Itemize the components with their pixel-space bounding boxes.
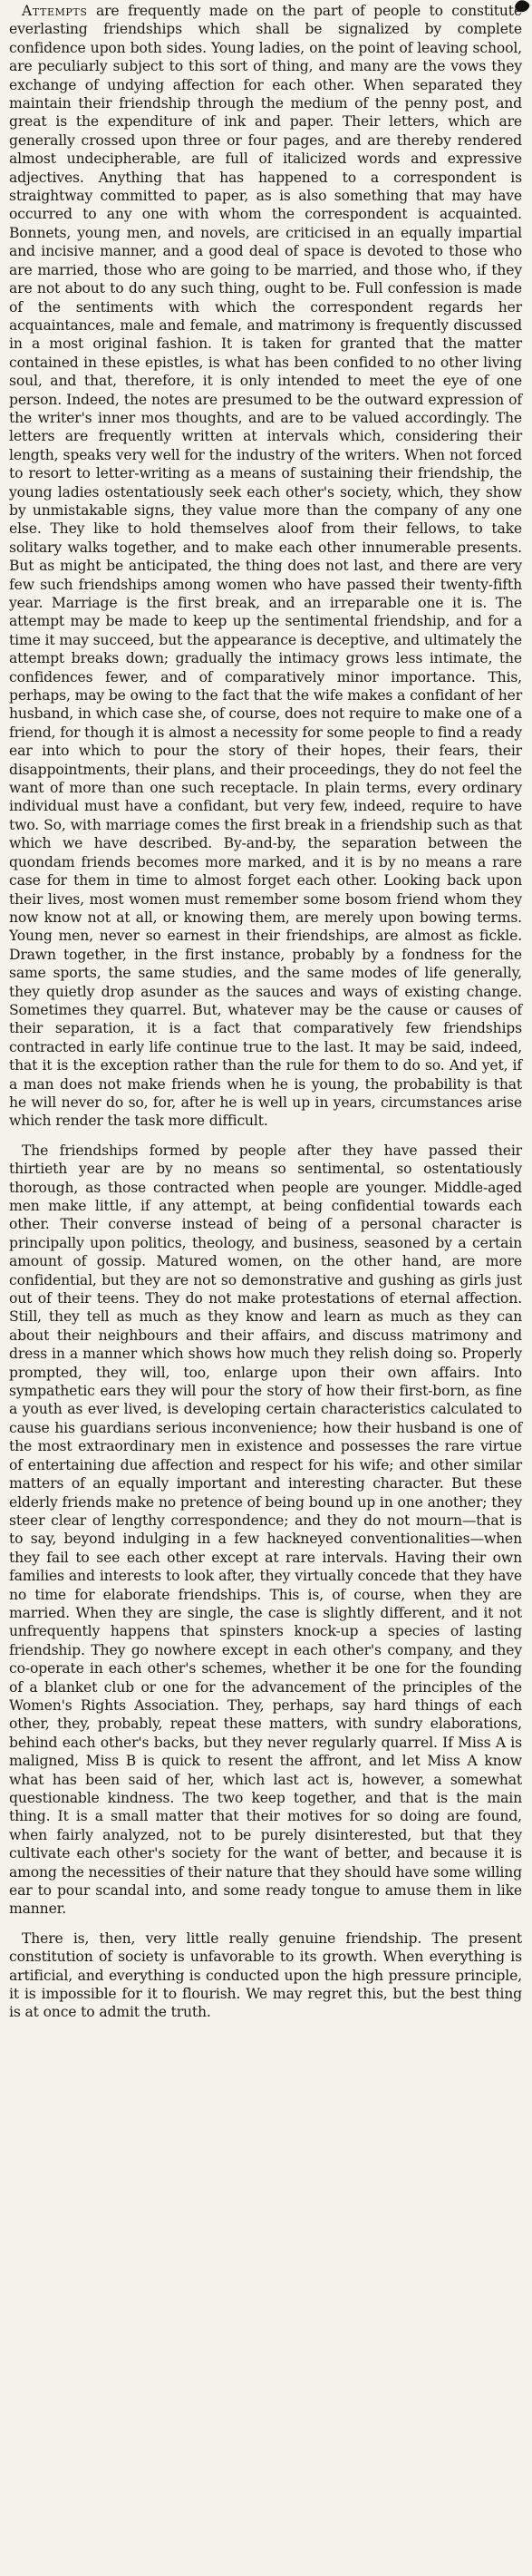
article-paragraph-2 (9, 1142, 522, 1919)
article-column (9, 2, 522, 2022)
paragraph-text: There is, then, very little really genuine friendship. The present constitution of society is unfavorable to its growth. When everything is artificial, and everything is conducted upon the high pressure principle, it is impossible for it to flourish. We may regret this, but the best thing is at once to admit the truth. (9, 1930, 522, 2021)
article-paragraph-1 (9, 2, 522, 1131)
paragraph-text: are frequently made on the part of people to constitute everlasting friendships which shall be signalized by complete confidence upon both sides. Young ladies, on the point of leaving school, are peculiarly subject to this sort of thing, and many are the vows they exchange of undying affection for each other. When separated they maintain their friendship through the medium of the penny post, and great is the expenditure of ink and paper. Their letters, which are generally crossed upon three or four pages, and are thereby rendered almost undecipherable, are full of italicized words and expressive adjectives. Anything that has happened to a correspondent is straightway committed to paper, as is also something that may have occurred to any one with whom the correspondent is acquainted. Bonnets, young men, and novels, are criticised in an equally impartial and incisive manner, and a good deal of space is devoted to those who are married, those who are going to be married, and those who, if they are not about to do any such thing, ought to be. Full confession is made of the sentiments with which the correspondent regards her acquaintances, male and female, and matrimony is frequently discussed in a most original fashion. It is taken for granted that the matter contained in these epistles, is what has been confided to no other living soul, and that, therefore, it is only intended to meet the eye of one person. Indeed, the notes are presumed to be the outward expression of the writer's inner mos thoughts, and are to be valued accordingly. The letters are frequently written at intervals which, considering their length, speaks very well for the industry of the writers. When not forced to resort to letter-writing as a means of sustaining their friendship, the young ladies ostentatiously seek each other's society, which, they show by unmistakable signs, they value more than the company of any one else. They like to hold themselves aloof from their fellows, to take solitary walks together, and to make each other innumerable presents. But as might be anticipated, the thing does not last, and there are very few such friendships among women who have passed their twenty-fifth year. Marriage is the first break, and an irreparable one it is. The attempt may be made to keep up the sentimental friendship, and for a time it may succeed, but the appearance is deceptive, and ultimately the attempt breaks down; gradually the intimacy grows less intimate, the confidences fewer, and of comparatively minor importance. This, perhaps, may be owing to the fact that the wife makes a confidant of her husband, in which case she, of course, does not require to make one of a friend, for though it is almost a necessity for some people to find a ready ear into which to pour the story of their hopes, their fears, their disappointments, their plans, and their proceedings, they do not feel the want of more than one such receptacle. In plain terms, every ordinary individual must have a confidant, but very few, indeed, require to have two. So, with marriage comes the first break in a friendship such as that which we have described. By-and-by, the separation between the quondam friends becomes more marked, and it is by no means a rare case for them in time to almost forget each other. Looking back upon their lives, most women must remember some bosom friend whom they now know not at all, or knowing them, are merely upon bowing terms. Young men, never so earnest in their friendships, are almost as fickle. Drawn together, in the first instance, probably by a fondness for the same sports, the same studies, and the same modes of life generally, they quietly drop asunder as the sauces and ways of existing change. Sometimes they quarrel. But, whatever may be the cause or causes of their separation, it is a fact that comparatively few friendships contracted in early life continue true to the last. It may be said, indeed, that it is the exception rather than the rule for them to do so. And yet, if a man does not make friends when he is young, the probability is that he will never do so, for, after he is well up in years, circumstances arise which render the task more difficult. (9, 3, 522, 1130)
paragraph-text: The friendships formed by people after they have passed their thirtieth year are by no means so sentimental, so ostentatiously thorough, as those contracted when people are younger. Middle-aged men make little, if any attempt, at being confidential towards each other. Their converse instead of being of a personal character is principally upon politics, theology, and business, seasoned by a certain amount of gossip. Matured women, on the other hand, are more confidential, but they are not so demonstrative and gushing as girls just out of their teens. They do not make protestations of eternal affection. Still, they tell as much as they know and learn as much as they can about their neighbours and their affairs, and discuss matrimony and dress in a manner which shows how much they relish doing so. Properly prompted, they will, too, enlarge upon their own affairs. Into sympathetic ears they will pour the story of how their first-born, as fine a youth as ever lived, is developing certain characteristics calculated to cause his guardians serious inconvenience; how their husband is one of the most extraordinary men in existence and possesses the rare virtue of entertaining due affection and respect for his wife; and other similar matters of an equally important and interesting character. But these elderly friends make no pretence of being bound up in one another; they steer clear of lengthy correspondence; and they do not mourn—that is to say, beyond indulging in a few hackneyed conventionalities—when they fail to see each other except at rare intervals. Having their own families and interests to look after, they virtually concede that they have no time for elaborate friendships. This is, of course, when they are married. When they are single, the case is slightly different, and it not unfrequently happens that spinsters knock-up a species of lasting friendship. They go nowhere except in each other's company, and they co-operate in each other's schemes, whether it be one for the founding of a blanket club or one for the advancement of the principles of the Women's Rights Association. They, perhaps, say hard things of each other, they, probably, repeat these matters, with sundry elaborations, behind each other's backs, but they never regularly quarrel. If Miss A is maligned, Miss B is quick to resent the affront, and let Miss A know what has been said of her, which last act is, however, a somewhat questionable kindness. The two keep together, and that is the main thing. It is a small matter that their motives for so doing are found, when fairly analyzed, not to be purely disinterested, but that they cultivate each other's society for the want of better, and because it is among the necessities of their nature that they should have some willing ear to pour scandal into, and some ready tongue to amuse them in like manner. (9, 1142, 522, 1918)
article-paragraph-3 (9, 1930, 522, 2022)
paragraph-lead-word: Attempts (22, 3, 88, 19)
